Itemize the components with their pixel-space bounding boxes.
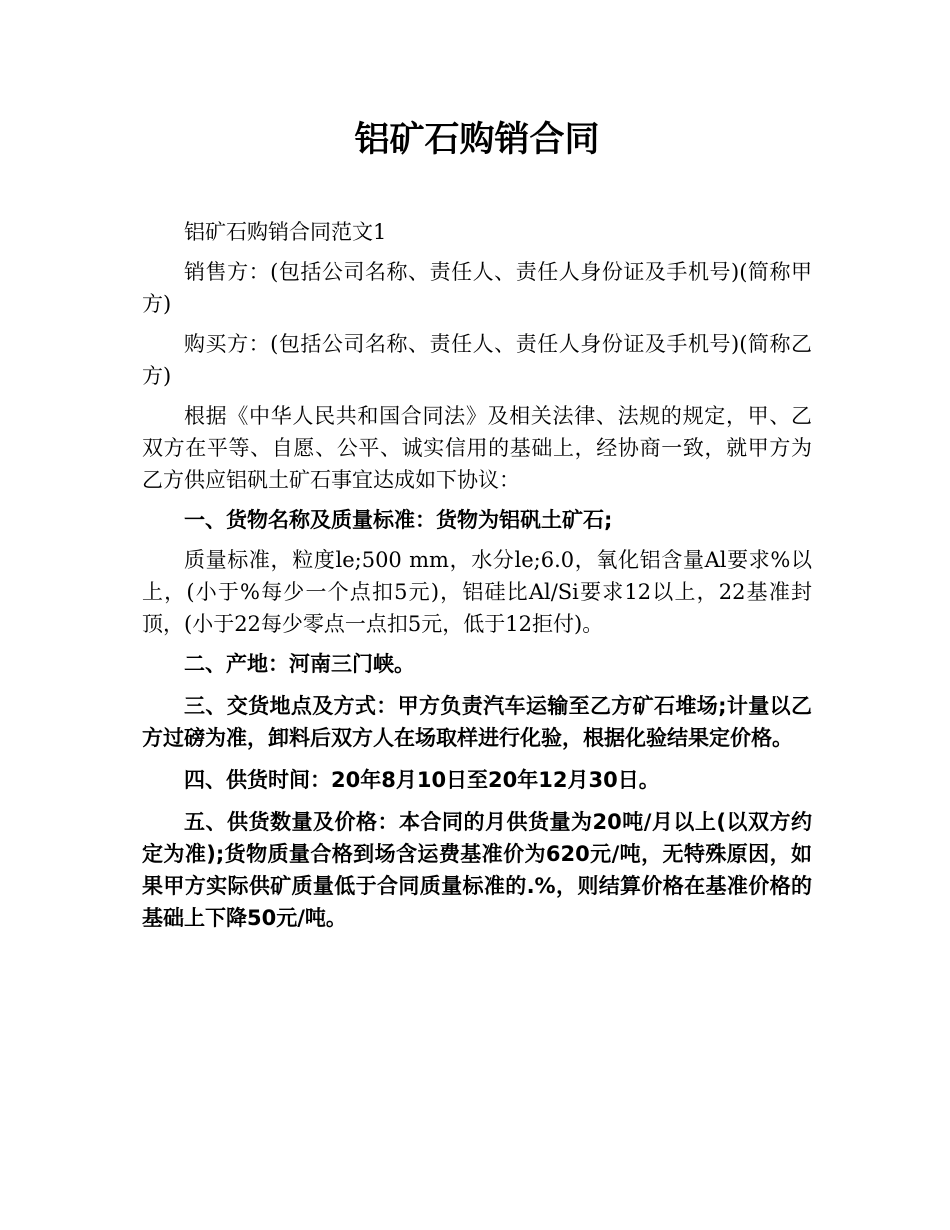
clause-5-quantity-price: 五、供货数量及价格：本合同的月供货量为20吨/月以上(以双方约定为准);货物质量合格到场含运费基准价为620元/吨，无特殊原因，如果甲方实际供矿质量低于合同质量标准的.%，则结算价格在基准价格的基础上下降50元/吨。 bbox=[142, 810, 812, 930]
document-body bbox=[142, 110, 812, 942]
paragraph-seller: 销售方：(包括公司名称、责任人、责任人身份证及手机号)(简称甲方) bbox=[142, 260, 812, 316]
clause-2-origin: 二、产地：河南三门峡。 bbox=[184, 652, 415, 676]
paragraph-preamble: 根据《中华人民共和国合同法》及相关法律、法规的规定，甲、乙双方在平等、自愿、公平、诚实信用的基础上，经协商一致，就甲方为乙方供应铝矾土矿石事宜达成如下协议： bbox=[142, 404, 812, 492]
clause-1-goods-quality: 一、货物名称及质量标准：货物为铝矾土矿石; bbox=[184, 508, 613, 532]
paragraph-quality-standard: 质量标准，粒度le;500 mm，水分le;6.0，氧化铝含量Al要求%以上，(小于%每少一个点扣5元)，铝硅比Al/Si要求12以上，22基准封顶，(小于22每少零点一点扣5元，低于12拒付)。 bbox=[142, 548, 812, 636]
clause-4-supply-time: 四、供货时间：20年8月10日至20年12月30日。 bbox=[184, 768, 660, 792]
document-title: 铝矿石购销合同 bbox=[354, 120, 600, 160]
paragraph-buyer: 购买方：(包括公司名称、责任人、责任人身份证及手机号)(简称乙方) bbox=[142, 332, 812, 388]
paragraph-sample-heading: 铝矿石购销合同范文1 bbox=[184, 220, 387, 244]
clause-3-delivery: 三、交货地点及方式：甲方负责汽车运输至乙方矿石堆场;计量以乙方过磅为准，卸料后双方人在场取样进行化验，根据化验结果定价格。 bbox=[142, 694, 812, 750]
